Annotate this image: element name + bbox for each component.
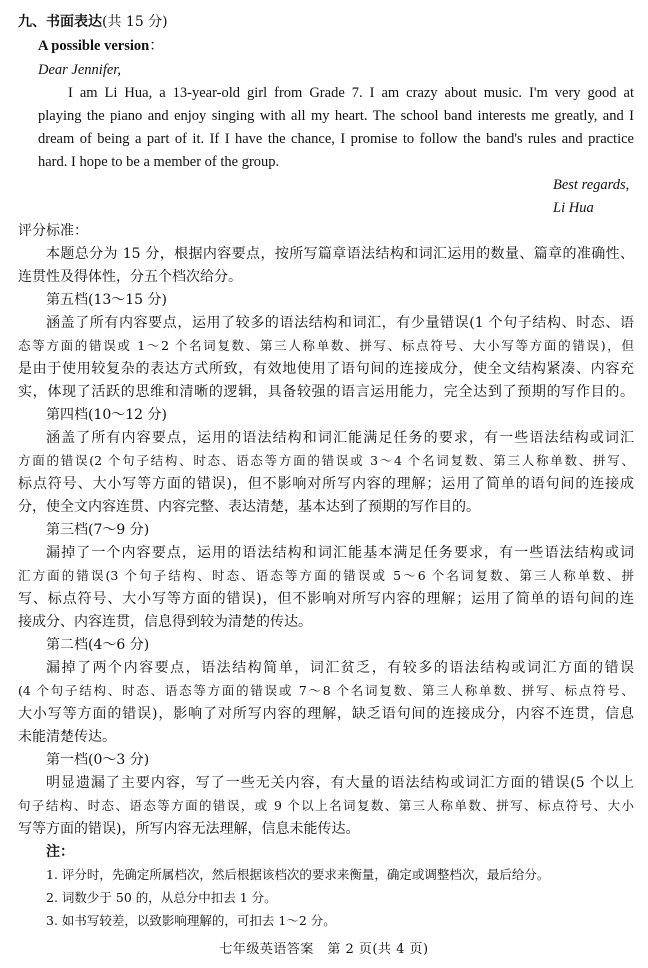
level-3-line-4: 接成分、内容连贯，信息得到较为清楚的传达。 xyxy=(18,614,312,630)
level-5-line-2: 态等方面的错误或 1～2 个名词复数、第三人称单数、拼写、标点符号、大小写等方面的错误)，但 xyxy=(18,338,634,353)
note-item-1: 1. 评分时，先确定所属档次，然后根据该档次的要求来衡量，确定或调整档次，最后给分。 xyxy=(46,867,550,882)
rubric-intro-line-2: 连贯性及得体性，分五个档次给分。 xyxy=(18,269,242,285)
letter-line-4: hard. I hope to be a member of the group. xyxy=(38,154,280,170)
level-2-line-1: 漏掉了两个内容要点，语法结构简单，词汇贫乏，有较多的语法结构或词汇方面的错误 xyxy=(46,660,634,676)
rubric-title: 评分标准： xyxy=(18,223,88,239)
letter-salutation: Dear Jennifer, xyxy=(38,62,121,78)
letter-line-1: I am Li Hua, a 13-year-old girl from Grade 7. I am crazy about music. I'm very good at xyxy=(68,85,634,101)
level-1-line-3: 写等方面的错误)，所写内容无法理解，信息未能传达。 xyxy=(18,821,360,837)
level-2-line-2: (4 个句子结构、时态、语态等方面的错误或 7～8 个名词复数、第三人称单数、拼写、标点符号、 xyxy=(18,683,634,698)
letter-line-3: dream of being a part of it. If I have the chance, I promise to follow the band's rules and practice xyxy=(38,131,634,147)
level-4-line-2: 方面的错误(2 个句子结构、时态、语态等方面的错误或 3～4 个名词复数、第三人称单数、拼写、 xyxy=(18,453,634,468)
rubric-intro-line-1: 本题总分为 15 分，根据内容要点，按所写篇章语法结构和词汇运用的数量、篇章的准确性、 xyxy=(46,246,634,262)
level-3-heading: 第三档(7～9 分) xyxy=(46,522,150,538)
letter-line-2: playing the piano and enjoy singing with all my heart. The school band interests me greatly, and I xyxy=(38,108,634,124)
level-5-heading: 第五档(13～15 分) xyxy=(46,292,168,308)
page-footer: 七年级英语答案 第 2 页(共 4 页) xyxy=(219,942,429,957)
section-title: 九、书面表达 xyxy=(18,14,102,30)
section-points: (共 15 分) xyxy=(102,14,168,30)
level-1-heading: 第一档(0～3 分) xyxy=(46,752,150,768)
sample-label: A possible version： xyxy=(38,38,164,54)
level-3-line-1: 漏掉了一个内容要点，运用的语法结构和词汇能基本满足任务要求，有一些语法结构或词 xyxy=(46,545,634,561)
level-4-line-1: 涵盖了所有内容要点，运用的语法结构和词汇能满足任务的要求，有一些语法结构或词汇 xyxy=(46,430,634,446)
level-5-line-3: 是由于使用较复杂的表达方式所致，有效地使用了语句间的连接成分，使全文结构紧凑、内容充 xyxy=(18,361,634,377)
level-2-line-3: 大小写等方面的错误)，影响了对所写内容的理解，缺乏语句间的连接成分，内容不连贯，信息 xyxy=(18,706,634,722)
level-1-line-1: 明显遗漏了主要内容，写了一些无关内容，有大量的语法结构或词汇方面的错误(5 个以上 xyxy=(46,775,634,791)
letter-signature: Li Hua xyxy=(553,200,594,216)
level-4-heading: 第四档(10～12 分) xyxy=(46,407,168,423)
notes-title: 注： xyxy=(46,844,74,860)
level-3-line-2: 汇方面的错误(3 个句子结构、时态、语态等方面的错误或 5～6 个名词复数、第三人称单数、拼 xyxy=(18,568,634,583)
note-item-2: 2. 词数少于 50 的，从总分中扣去 1 分。 xyxy=(46,890,277,905)
level-4-line-4: 分，使全文内容连贯、内容完整、表达清楚，基本达到了预期的写作目的。 xyxy=(18,499,480,515)
level-1-line-2: 句子结构、时态、语态等方面的错误，或 9 个以上名词复数、第三人称单数、拼写、标点符号、大小 xyxy=(18,798,634,813)
level-2-heading: 第二档(4～6 分) xyxy=(46,637,150,653)
level-4-line-3: 标点符号、大小写等方面的错误)，但不影响对所写内容的理解；运用了简单的语句间的连接成 xyxy=(18,476,634,492)
level-5-line-4: 实，体现了活跃的思维和清晰的逻辑，具备较强的语言运用能力，完全达到了预期的写作目的。 xyxy=(18,384,634,400)
level-2-line-4: 未能清楚传达。 xyxy=(18,729,116,745)
note-item-3: 3. 如书写较差，以致影响理解的，可扣去 1～2 分。 xyxy=(46,913,336,928)
level-5-line-1: 涵盖了所有内容要点，运用了较多的语法结构和词汇，有少量错误(1 个句子结构、时态、语 xyxy=(46,315,634,331)
level-3-line-3: 写、标点符号、大小写等方面的错误)，但不影响对所写内容的理解；运用了简单的语句间的连 xyxy=(18,591,634,607)
section-heading xyxy=(18,12,168,32)
letter-closing: Best regards, xyxy=(553,177,630,193)
